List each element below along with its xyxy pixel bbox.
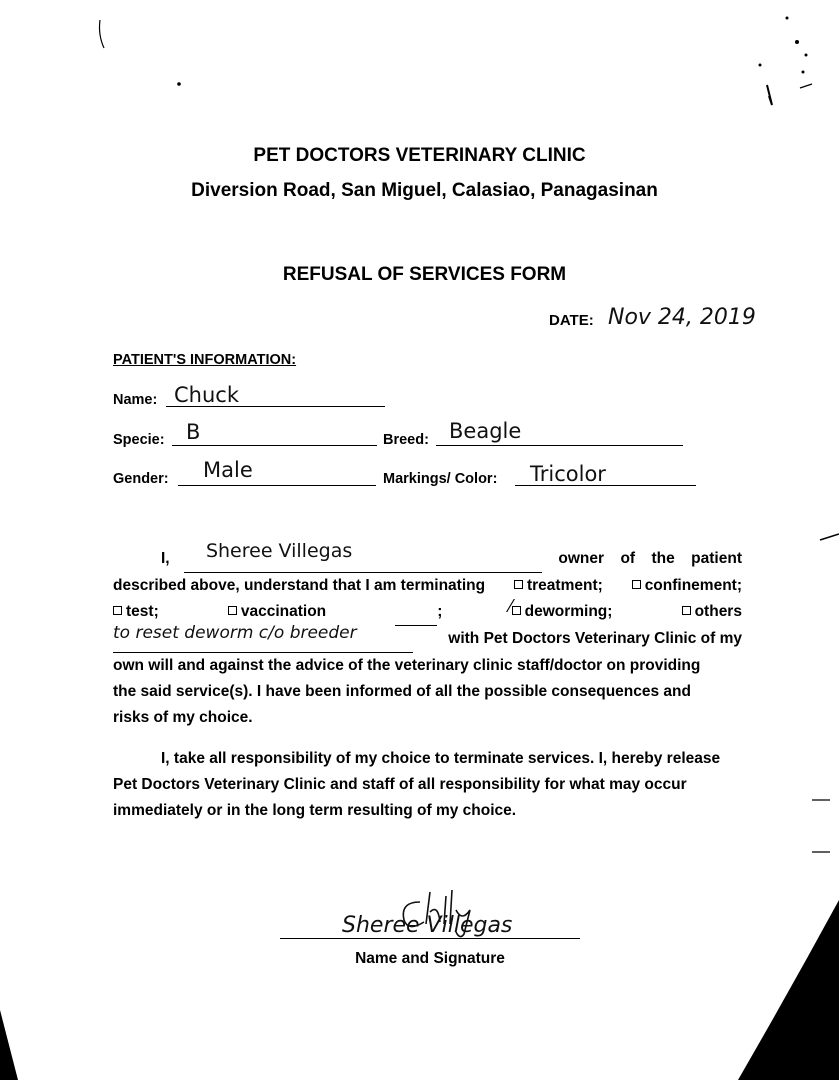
statement-paragraph (113, 540, 742, 731)
owner-name-line (184, 540, 542, 573)
statement-line-6 (113, 679, 742, 705)
clinic-address: Diversion Road, San Miguel, Calasiao, Panagasinan (191, 180, 658, 201)
specie-field-line (172, 445, 377, 446)
confinement-label: confinement; (644, 577, 742, 594)
deworming-check-mark: ⁄ (509, 596, 513, 616)
statement-line-6-text: the said service(s). I have been informed of all the possible consequences and (113, 683, 691, 700)
signature-line (280, 938, 580, 939)
name-field-value: Chuck (174, 383, 239, 407)
release-line-2-text: Pet Doctors Veterinary Clinic and staff of all responsibility for what may occur (113, 776, 687, 793)
statement-line-1 (113, 540, 742, 573)
signature-scribble (390, 882, 540, 942)
date-value: Nov 24, 2019 (608, 305, 756, 330)
date-label: DATE: (549, 312, 594, 329)
vaccination-blank-line (395, 599, 437, 626)
breed-field-line (436, 445, 683, 446)
patient-section-title: PATIENT'S INFORMATION: (113, 352, 297, 368)
form-title: REFUSAL OF SERVICES FORM (282, 264, 567, 285)
statement-line-5-text: own will and against the advice of the veterinary clinic staff/doctor on providing (113, 657, 701, 674)
others-field-value: to reset deworm c/o breeder (113, 623, 357, 643)
test-checkbox[interactable] (113, 606, 122, 615)
others-label: others (694, 603, 742, 620)
release-line-1 (113, 746, 742, 772)
word-the: the (651, 550, 675, 567)
semicolon: ; (437, 603, 443, 620)
name-label: Name: (113, 392, 158, 408)
signature-written-name: Sheree Villegas (342, 913, 513, 938)
gender-label: Gender: (113, 471, 169, 487)
statement-line-4-text: with Pet Doctors Veterinary Clinic of my (448, 630, 742, 647)
deworming-label: deworming; (524, 603, 613, 620)
statement-line-7: risks of my choice. (113, 709, 253, 726)
word-of: of (620, 550, 636, 567)
statement-line-5 (113, 653, 742, 679)
statement-line-4 (113, 623, 742, 653)
test-label: test; (126, 603, 159, 620)
confinement-checkbox[interactable] (632, 580, 641, 589)
breed-field-value: Beagle (449, 419, 522, 443)
markings-field-value: Tricolor (530, 462, 606, 486)
treatment-label: treatment; (526, 577, 603, 594)
treatment-checkbox[interactable] (514, 580, 523, 589)
word-patient: patient (691, 550, 742, 567)
clinic-name: PET DOCTORS VETERINARY CLINIC (253, 145, 586, 166)
gender-field-line (178, 485, 376, 486)
markings-label: Markings/ Color: (383, 471, 498, 487)
specie-label: Specie: (113, 432, 165, 448)
word-owner: owner (558, 550, 605, 567)
statement-i: I, (161, 550, 170, 567)
statement-line-2-text: described above, understand that I am terminating (113, 577, 486, 594)
vaccination-label: vaccination (240, 603, 327, 620)
breed-label: Breed: (383, 432, 429, 448)
gender-field-value: Male (203, 458, 253, 482)
others-checkbox[interactable] (682, 606, 691, 615)
release-paragraph (113, 746, 742, 824)
release-line-1-text: I, take all responsibility of my choice to terminate services. I, hereby release (161, 750, 721, 767)
signature-label: Name and Signature (355, 950, 505, 967)
release-line-3: immediately or in the long term resulting of my choice. (113, 802, 517, 819)
specie-field-value: B (186, 420, 201, 444)
others-field-line (113, 623, 413, 653)
owner-name-value: Sheree Villegas (205, 540, 353, 562)
release-line-2 (113, 772, 742, 798)
vaccination-checkbox[interactable] (228, 606, 237, 615)
statement-line-2 (113, 573, 742, 599)
